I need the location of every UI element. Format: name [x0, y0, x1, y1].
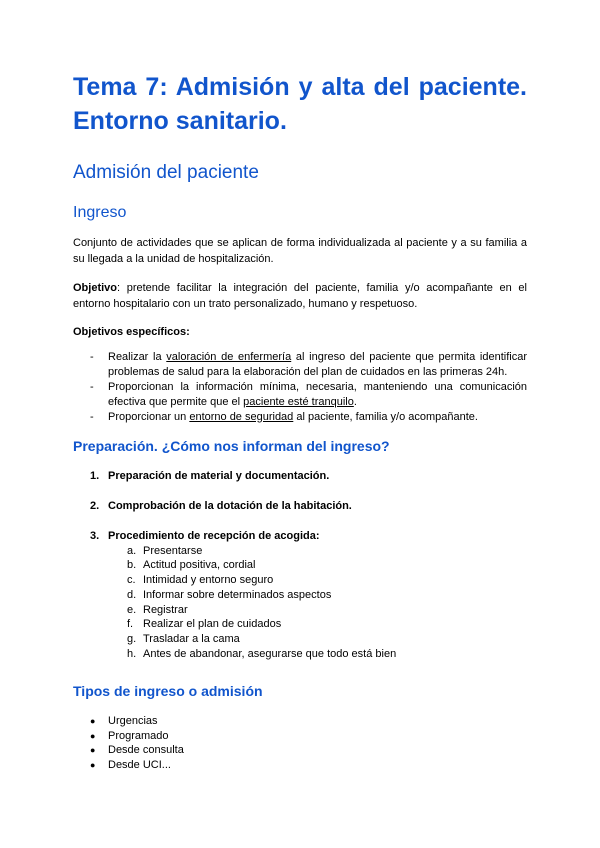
bullet-marker: ● [90, 715, 96, 726]
underlined-term: paciente esté tranquilo [243, 395, 354, 408]
step-text: Procedimiento de recepción de acogida: [108, 529, 320, 542]
list-item [108, 573, 527, 588]
substep-text: Antes de abandonar, asegurarse que todo está bien [143, 648, 397, 661]
substep-text: Informar sobre determinados aspectos [143, 588, 332, 601]
ingreso-definition: Conjunto de actividades que se aplican de forma individualizada al paciente y a su familia a su llegada a la unidad de hospitalización. [73, 237, 527, 265]
substep-letter: h. [127, 648, 137, 661]
item-text: Programado [108, 729, 169, 742]
step-number: 3. [90, 529, 100, 542]
list-item [108, 632, 527, 647]
substep-letter: g. [127, 633, 137, 646]
substep-letter: a. [127, 544, 137, 557]
list-item [108, 544, 527, 559]
item-text: Realizar la [108, 350, 167, 363]
list-item [73, 469, 527, 484]
step-text: Preparación de material y documentación. [108, 469, 330, 482]
substep-letter: b. [127, 559, 137, 572]
substep-text: Intimidad y entorno seguro [143, 574, 274, 587]
objective-paragraph [73, 281, 527, 312]
list-item [108, 603, 527, 618]
list-item [108, 617, 527, 632]
list-item [73, 380, 527, 410]
item-text: al paciente, familia y/o acompañante. [293, 410, 478, 423]
bullet-marker: ● [90, 760, 96, 771]
list-item [73, 729, 527, 744]
item-text: . [353, 395, 357, 408]
list-item [73, 410, 527, 425]
item-text: Desde consulta [108, 744, 184, 757]
document-title: Tema 7: Admisión y alta del paciente. Entorno sanitario. [73, 73, 527, 135]
list-item [73, 350, 527, 380]
substep-letter: f. [127, 618, 134, 631]
specific-objectives-list [73, 350, 527, 425]
subsection-heading-ingreso: Ingreso [73, 204, 127, 221]
list-item [108, 558, 527, 573]
list-item [108, 588, 527, 603]
underlined-term: entorno de seguridad [189, 410, 294, 423]
objective-label: Objetivo [73, 282, 118, 294]
bullet-marker: ● [90, 730, 96, 741]
substep-letter: d. [127, 588, 137, 601]
preparation-steps-list [73, 469, 527, 662]
underlined-term: valoración de enfermería [166, 350, 292, 363]
substep-text: Actitud positiva, cordial [143, 559, 256, 572]
list-item [73, 499, 527, 514]
step-number: 2. [90, 499, 100, 512]
specific-objectives-label: Objetivos específicos: [73, 326, 190, 338]
substep-text: Realizar el plan de cuidados [143, 618, 282, 631]
section-heading: Admisión del paciente [73, 162, 259, 183]
document-content [73, 70, 527, 773]
step-number: 1. [90, 469, 100, 482]
subsection-heading-preparacion: Preparación. ¿Cómo nos informan del ingreso? [73, 437, 390, 454]
list-item [73, 714, 527, 729]
step-text: Comprobación de la dotación de la habitación. [108, 499, 352, 512]
reception-substeps-list [108, 544, 527, 662]
subsection-heading-tipos: Tipos de ingreso o admisión [73, 682, 263, 699]
bullet-marker: ● [90, 745, 96, 756]
admission-types-list [73, 714, 527, 773]
substep-letter: e. [127, 603, 137, 616]
substep-text: Presentarse [143, 544, 203, 557]
list-item [73, 758, 527, 773]
item-text: Urgencias [108, 714, 158, 727]
list-item [73, 743, 527, 758]
item-text: Proporcionar un [108, 410, 190, 423]
item-text: al ingreso del paciente que permita identificar problemas de salud para la elaboración del plan de cuidados en las primeras 24h. [108, 350, 527, 378]
dash-marker: - [90, 350, 94, 363]
substep-letter: c. [127, 574, 136, 587]
item-text: Desde UCI... [108, 759, 171, 772]
substep-text: Trasladar a la cama [143, 633, 240, 646]
objective-text: : pretende facilitar la integración del paciente, familia y/o acompañante en el entorno hospitalario con un trato personalizado, humano y respetuoso. [73, 282, 527, 310]
list-item [108, 647, 527, 662]
substep-text: Registrar [143, 603, 188, 616]
dash-marker: - [90, 410, 94, 423]
item-text: Proporcionan la información mínima, necesaria, manteniendo una comunicación efectiva que permite que el [108, 380, 527, 408]
dash-marker: - [90, 380, 94, 393]
list-item [73, 529, 527, 662]
